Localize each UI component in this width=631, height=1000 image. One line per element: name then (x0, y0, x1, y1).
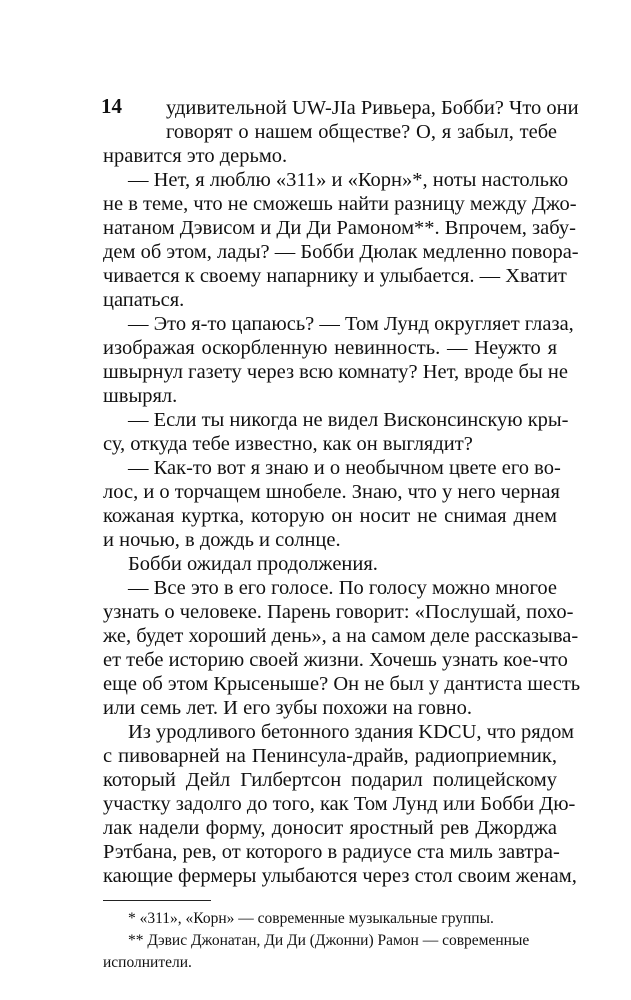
text-line: участку задолго до того, как Том Лунд или Бобби Дю- (103, 793, 576, 815)
text-line: швырнул газету через всю комнату? Нет, вроде бы не (103, 361, 568, 383)
text-line: изображая оскорбленную невинность. — Неужто я (103, 337, 557, 359)
text-line: — Нет, я люблю «311» и «Корн»*, ноты настолько (128, 169, 569, 191)
text-line: дем об этом, лады? — Бобби Дюлак медленно повора- (103, 241, 579, 263)
text-line: еще об этом Крысеныше? Он не был у дантиста шесть (103, 673, 581, 695)
text-line: швырял. (103, 385, 178, 407)
text-line: же, будет хороший день», а на самом деле рассказыва- (103, 625, 579, 647)
text-line: или семь лет. И его зубы похожи на говно. (103, 697, 473, 719)
text-line: нравится это дерьмо. (103, 145, 288, 167)
text-line: который Дейл Гилбертсон подарил полицейскому (103, 769, 557, 791)
text-line: Рэтбана, рев, от которого в радиусе ста миль завтра- (103, 841, 560, 863)
text-line: — Если ты никогда не видел Висконсинскую кры- (128, 409, 569, 431)
text-line: и ночью, в дождь и солнце. (103, 529, 341, 551)
text-line: — Как-то вот я знаю и о необычном цвете его во- (128, 457, 561, 479)
text-line: Из уродливого бетонного здания KDCU, что рядом (128, 721, 574, 743)
text-line: — Это я-то цапаюсь? — Том Лунд округляет глаза, (128, 313, 574, 335)
text-line: цапаться. (103, 289, 185, 311)
text-line: удивительной UW-JIa Ривьера, Бобби? Что они (166, 97, 579, 119)
text-line: су, откуда тебе известно, как он выглядит? (103, 433, 473, 455)
text-line: лак надели форму, доносит яростный рев Джорджа (103, 817, 557, 839)
footnote: * «311», «Корн» — современные музыкальные группы. (128, 910, 494, 927)
footnote: ** Дэвис Джонатан, Ди Ди (Джонни) Рамон — современные (128, 932, 530, 949)
text-line: натаном Дэвисом и Ди Ди Рамоном**. Впрочем, забу- (103, 217, 576, 239)
text-line: лос, и о торчащем шнобеле. Знаю, что у него черная (103, 481, 560, 503)
text-line: — Все это в его голосе. По голосу можно многое (128, 577, 557, 599)
text-line: не в теме, что не сможешь найти разницу между Джо- (103, 193, 577, 215)
text-line: Бобби ожидал продолжения. (128, 553, 378, 575)
text-line: узнать о человеке. Парень говорит: «Послушай, похо- (103, 601, 574, 623)
page-number: 14 (101, 94, 122, 118)
text-line: чивается к своему напарнику и улыбается. — Хватит (103, 265, 567, 287)
text-line: кожаная куртка, которую он носит не снимая днем (103, 505, 557, 527)
text-line: ет тебе историю своей жизни. Хочешь узнать кое-что (103, 649, 568, 671)
text-line: с пивоварней на Пенинсула-драйв, радиоприемник, (103, 745, 557, 767)
text-line: говорят о нашем обществе? О, я забыл, тебе (166, 121, 557, 143)
text-line: кающие фермеры улыбаются через стол своим женам, (103, 865, 577, 887)
footnote: исполнители. (103, 954, 192, 971)
footnote-divider (103, 900, 211, 901)
